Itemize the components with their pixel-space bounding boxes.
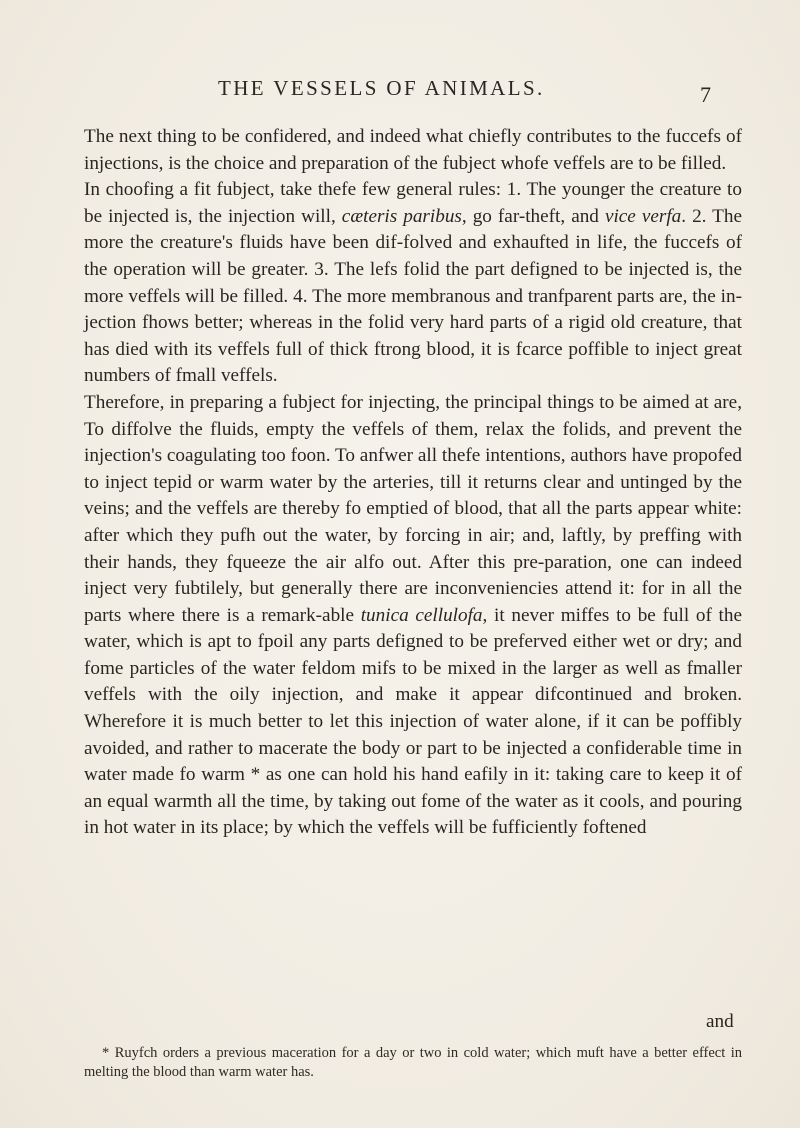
page-number: 7 (700, 82, 711, 107)
italic-phrase: tunica cellulofa (360, 604, 483, 626)
catchword: and (706, 1011, 734, 1032)
text-segment: , go far-theft, and (461, 205, 605, 227)
body-text (84, 124, 742, 842)
paragraph (84, 124, 742, 177)
text-segment: Therefore, in preparing a fubject for injecting, the principal things to be aimed at are, To diffolve the fluids, empty the veffels of them, relax the folids, and prevent the injection's coagulating too foon. To anfwer all thefe intentions, authors have propofed to inject tepid or warm water by the arteries, till it returns clear and untinged by the veins; and the veffels are thereby fo emptied of blood, that all the parts appear white: after which they pufh out the water, by forcing in air; and, laftly, by preffing with their hands, they fqueeze the air alfo out. After this pre-paration, one can indeed inject very fubtilely, but generally there are inconveniencies attend it: for in all the parts where there is a remark-able (84, 391, 742, 626)
text-segment: , it never miffes to be full of the water, which is apt to fpoil any parts defigned to be preferved either wet or dry; and fome particles of the water feldom mifs to be mixed in the larger as well as fmaller veffels with the oily injection, and make it appear difcontinued and broken. Wherefore it is much better to let this injection of water alone, if it can be poffibly avoided, and rather to macerate the body or part to be injected a confiderable time in water made fo warm * as one can hold his hand eafily in it: taking care to keep it of an equal warmth all the time, by taking out fome of the water as it cools, and pouring in hot water in its place; by which the veffels will be fufficiently foftened (84, 604, 742, 839)
text-segment: The next thing to be confidered, and indeed what chiefly contributes to the fuccefs of injections, is the choice and preparation of the fubject whofe veffels are to be filled. (84, 126, 742, 174)
running-head: THE VESSELS OF ANIMALS. (218, 76, 545, 100)
paragraph (84, 390, 742, 842)
italic-phrase: cæteris paribus (341, 205, 462, 227)
footnote: * Ruyfch orders a previous maceration for a day or two in cold water; which muft have a better effect in melting the blood than warm water has. (84, 1045, 742, 1080)
paragraph (84, 177, 742, 390)
italic-phrase: vice verfa (604, 205, 682, 227)
text-segment: . 2. The more the creature's fluids have been dif-folved and exhaufted in life, the fuccefs of the operation will be greater. 3. The lefs folid the part defigned to be injected is, the more veffels will be filled. 4. The more membranous and tranfparent parts are, the in-jection fhows better; whereas in the folid very hard parts of a rigid old creature, that has died with its veffels full of thick ftrong blood, it is fcarce poffible to inject great numbers of fmall veffels. (84, 205, 742, 387)
text-segment: In choofing a fit fubject, take thefe few general rules: 1. The younger the creature to be injected is, the injection will, (84, 179, 742, 227)
